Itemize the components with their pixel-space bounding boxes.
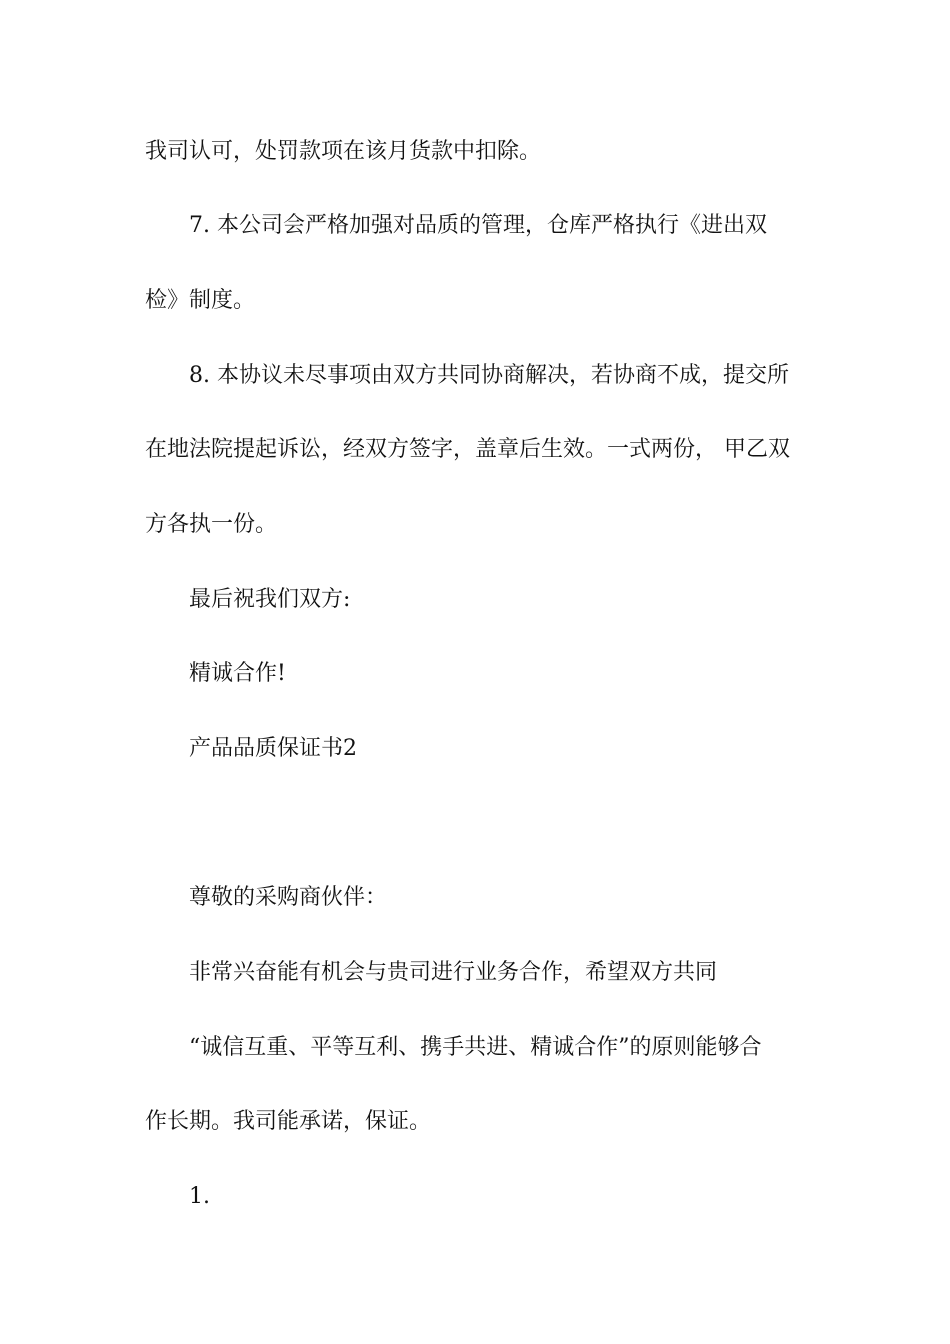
closing-wish: 最后祝我们双方: bbox=[189, 587, 351, 612]
text-line-1: 我司认可，处罚款项在该月货款中扣除。 bbox=[145, 139, 542, 164]
clause-7-line-1: 7. 本公司会严格加强对品质的管理，仓库严格执行《进出双 bbox=[189, 213, 767, 238]
intro-line-3: 作长期。我司能承诺，保证。 bbox=[145, 1109, 432, 1134]
salutation: 尊敬的采购商伙伴： bbox=[189, 885, 388, 910]
clause-7-line-2: 检》制度。 bbox=[145, 288, 256, 313]
clause-8-line-3: 方各执一份。 bbox=[145, 512, 278, 537]
closing-cooperation: 精诚合作! bbox=[189, 661, 286, 686]
clause-8-line-1: 8. 本协议未尽事项由双方共同协商解决，若协商不成，提交所 bbox=[189, 363, 789, 388]
intro-line-2: “诚信互重、平等互利、携手共进、精诚合作”的原则能够合 bbox=[189, 1035, 762, 1060]
section-title: 产品品质保证书2 bbox=[189, 736, 357, 761]
clause-8-line-2: 在地法院提起诉讼，经双方签字，盖章后生效。一式两份， 甲乙双 bbox=[145, 437, 790, 462]
list-item-1-marker: 1. bbox=[189, 1184, 210, 1209]
intro-line-1: 非常兴奋能有机会与贵司进行业务合作，希望双方共同 bbox=[189, 960, 718, 985]
